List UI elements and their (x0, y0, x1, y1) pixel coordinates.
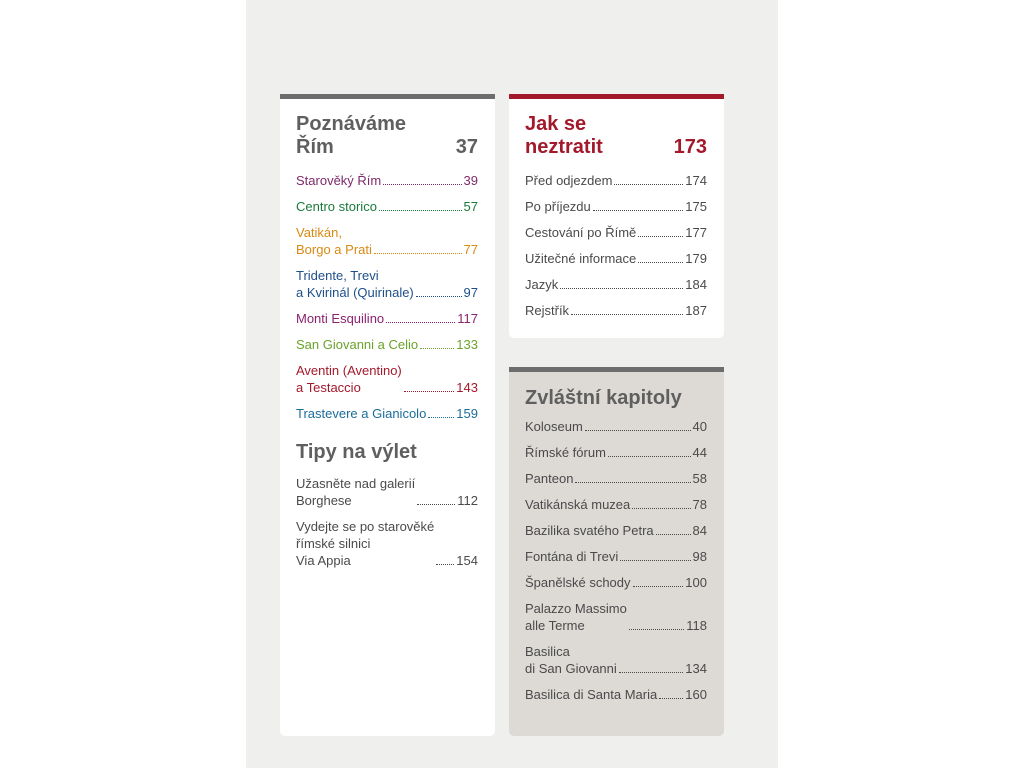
toc-entry-page: 179 (685, 251, 707, 266)
toc-entry-label: Španělské schody (525, 575, 631, 590)
toc-entry (525, 302, 707, 319)
toc-card-explore (280, 94, 495, 736)
toc-entry-leader (386, 322, 455, 323)
toc-entry-leader (608, 456, 691, 457)
toc-entry-leader (404, 391, 455, 392)
toc-entry-label: Jazyk (525, 277, 559, 292)
toc-entry-label: Palazzo Massimo alle Terme (525, 601, 627, 633)
toc-entry-label: Tridente, Trevi a Kvirinál (Quirinale) (296, 268, 414, 300)
toc-entry-page: 133 (456, 337, 478, 352)
toc-card-special (509, 367, 724, 736)
toc-entry-label: Centro storico (296, 199, 377, 214)
toc-entry-page: 97 (463, 285, 478, 300)
toc-entry-page: 175 (685, 199, 707, 214)
toc-entry-leader (383, 184, 461, 185)
toc-entry-page: 177 (685, 225, 707, 240)
toc-entry-leader (571, 314, 683, 315)
toc-entry-page: 78 (692, 497, 707, 512)
toc-entry-leader (619, 672, 684, 673)
toc-entry (525, 172, 707, 189)
toc-entry (525, 224, 707, 241)
toc-entry-page: 100 (685, 575, 707, 590)
toc-list-special (525, 418, 707, 703)
toc-entry-label: Rejstřík (525, 303, 570, 318)
toc-entry-page: 118 (686, 618, 707, 633)
toc-entry (296, 475, 478, 509)
toc-entry-leader (638, 236, 683, 237)
toc-entry (525, 418, 707, 435)
toc-entry (296, 310, 478, 327)
toc-entry (296, 198, 478, 215)
toc-list-practical (525, 172, 707, 319)
toc-entry-leader (633, 586, 684, 587)
toc-entry-page: 44 (692, 445, 707, 460)
toc-entry (296, 362, 478, 396)
toc-entry (525, 548, 707, 565)
toc-entry (525, 250, 707, 267)
toc-entry-page: 39 (463, 173, 478, 188)
toc-entry (525, 600, 707, 634)
toc-entry-page: 184 (685, 277, 707, 292)
toc-entry-leader (620, 560, 690, 561)
toc-entry-label: Po příjezdu (525, 199, 591, 214)
toc-entry-page: 58 (692, 471, 707, 486)
toc-entry-leader (420, 348, 454, 349)
toc-entry (525, 444, 707, 461)
toc-entry-label: San Giovanni a Celio (296, 337, 419, 352)
toc-entry-leader (593, 210, 684, 211)
toc-entry (525, 522, 707, 539)
toc-entry (296, 267, 478, 301)
toc-entry-label: Římské fórum (525, 445, 606, 460)
toc-entry-label: Monti Esquilino (296, 311, 385, 326)
section-title: Jak se neztratit (525, 113, 603, 158)
toc-entry-leader (416, 296, 462, 297)
toc-entry-page: 77 (463, 242, 478, 257)
toc-entry-leader (614, 184, 683, 185)
toc-entry-leader (436, 564, 454, 565)
toc-entry-label: Užasněte nad galerií Borghese (296, 476, 416, 508)
section-title-trips: Tipy na výlet (296, 441, 417, 463)
toc-entry-label: Fontána di Trevi (525, 549, 619, 564)
toc-entry (525, 643, 707, 677)
section-title: Poznáváme Řím (296, 113, 407, 158)
toc-entry-page: 159 (456, 406, 478, 421)
toc-entry-label: Bazilika svatého Petra (525, 523, 654, 538)
section-page: 37 (455, 136, 478, 158)
toc-entry (525, 496, 707, 513)
toc-entry-leader (374, 253, 462, 254)
toc-entry (296, 172, 478, 189)
toc-entry (296, 518, 478, 569)
toc-entry-label: Vatikán, Borgo a Prati (296, 225, 372, 257)
toc-entry-page: 117 (457, 311, 478, 326)
toc-entry-page: 112 (457, 493, 478, 508)
toc-entry-page: 57 (463, 199, 478, 214)
toc-entry-label: Aventin (Aventino) a Testaccio (296, 363, 402, 395)
toc-entry (525, 470, 707, 487)
toc-entry-page: 160 (685, 687, 707, 702)
toc-entry-leader (632, 508, 690, 509)
toc-entry-label: Vydejte se po starověké římské silnici Via Appia (296, 519, 435, 568)
toc-entry-leader (575, 482, 690, 483)
toc-entry (296, 336, 478, 353)
toc-entry (525, 198, 707, 215)
toc-entry-page: 98 (692, 549, 707, 564)
toc-card-practical (509, 94, 724, 338)
toc-entry-label: Panteon (525, 471, 574, 486)
toc-entry-leader (428, 417, 454, 418)
toc-entry-label: Koloseum (525, 419, 583, 434)
toc-entry-page: 84 (692, 523, 707, 538)
toc-entry-page: 174 (685, 173, 707, 188)
toc-entry-leader (656, 534, 691, 535)
toc-entry-label: Starověký Řím (296, 173, 382, 188)
toc-entry-label: Cestování po Římě (525, 225, 637, 240)
toc-entry (296, 224, 478, 258)
toc-entry-label: Užitečné informace (525, 251, 637, 266)
toc-entry-leader (379, 210, 462, 211)
section-title-special: Zvláštní kapitoly (525, 387, 682, 409)
toc-entry-leader (638, 262, 683, 263)
toc-entry-leader (585, 430, 691, 431)
toc-entry-page: 154 (456, 553, 478, 568)
toc-entry (296, 405, 478, 422)
toc-entry-label: Před odjezdem (525, 173, 613, 188)
toc-entry-leader (629, 629, 684, 630)
section-page: 173 (673, 136, 707, 158)
toc-entry-page: 40 (692, 419, 707, 434)
toc-entry-page: 187 (685, 303, 707, 318)
toc-list-districts (296, 172, 478, 422)
toc-entry (525, 276, 707, 293)
toc-entry-leader (417, 504, 455, 505)
toc-entry-label: Basilica di San Giovanni (525, 644, 617, 676)
section-header-explore (296, 113, 478, 159)
toc-entry-page: 134 (685, 661, 707, 676)
toc-entry (525, 574, 707, 591)
toc-entry-page: 143 (456, 380, 478, 395)
toc-list-trips (296, 475, 478, 569)
toc-entry-label: Trastevere a Gianicolo (296, 406, 427, 421)
toc-entry (525, 686, 707, 703)
toc-entry-leader (560, 288, 683, 289)
toc-entry-label: Vatikánská muzea (525, 497, 631, 512)
toc-entry-label: Basilica di Santa Maria (525, 687, 658, 702)
section-header-practical (525, 113, 707, 159)
toc-entry-leader (659, 698, 683, 699)
